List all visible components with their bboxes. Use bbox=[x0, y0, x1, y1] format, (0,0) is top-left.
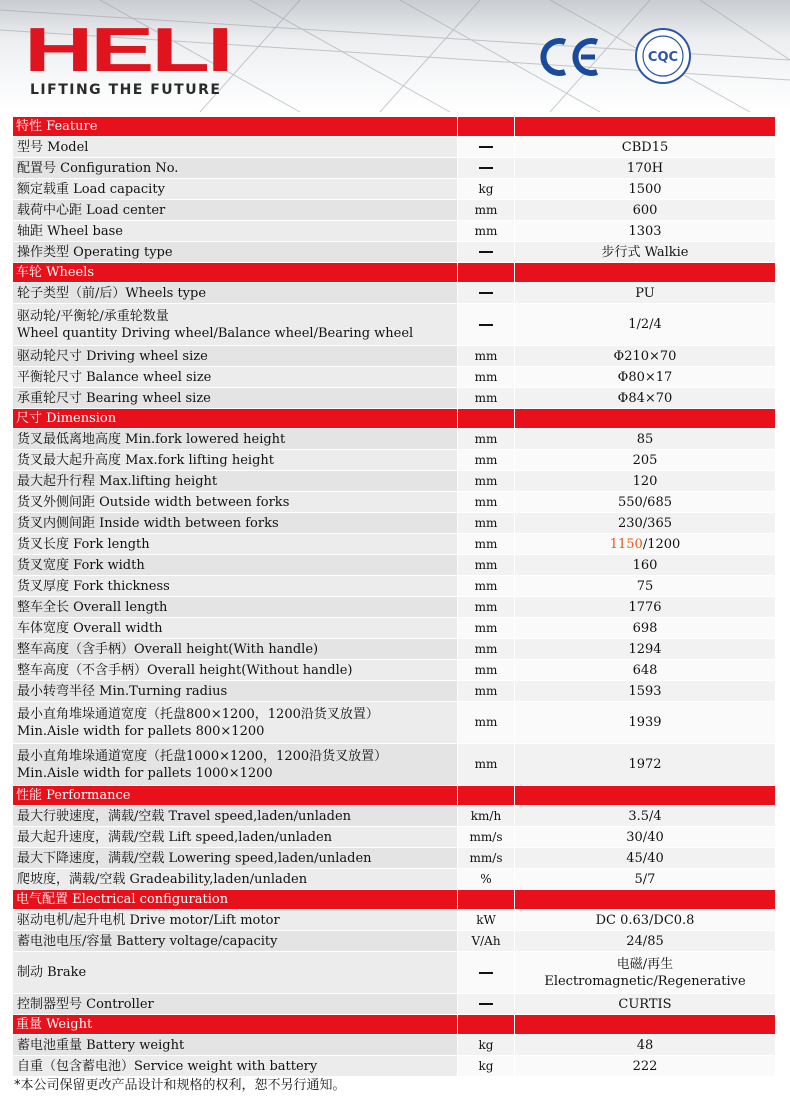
spec-label bbox=[13, 242, 458, 263]
spec-label-text: 货叉最低离地高度 Min.fork lowered height bbox=[17, 431, 286, 447]
spec-unit: mm bbox=[458, 388, 515, 409]
section-header bbox=[13, 117, 776, 137]
spec-label-text: 承重轮尺寸 Bearing wheel size bbox=[17, 390, 211, 406]
svg-text:CQC: CQC bbox=[647, 50, 679, 65]
spec-unit: mm bbox=[458, 702, 515, 744]
spec-value: 205 bbox=[515, 450, 776, 471]
spec-label bbox=[13, 513, 458, 534]
table-row bbox=[13, 304, 776, 346]
spec-value: 30/40 bbox=[515, 827, 776, 848]
spec-label bbox=[13, 869, 458, 890]
table-row bbox=[13, 221, 776, 242]
brand-tagline: LIFTING THE FUTURE bbox=[30, 82, 222, 98]
spec-unit: mm bbox=[458, 744, 515, 786]
spec-label-text-en: Wheel quantity Driving wheel/Balance wheel/Bearing wheel bbox=[17, 325, 414, 341]
spec-value: 1/2/4 bbox=[515, 304, 776, 346]
spec-label-text: 爬坡度，满载/空载 Gradeability,laden/unladen bbox=[17, 871, 308, 887]
spec-value: 75 bbox=[515, 576, 776, 597]
spec-value: 698 bbox=[515, 618, 776, 639]
spec-label-text: 蓄电池重量 Battery weight bbox=[17, 1037, 185, 1053]
spec-unit bbox=[458, 283, 515, 304]
table-row bbox=[13, 346, 776, 367]
spec-label-text-en: Min.Aisle width for pallets 1000×1200 bbox=[17, 765, 273, 781]
dash-icon bbox=[479, 972, 493, 974]
spec-label-text: 制动 Brake bbox=[17, 965, 87, 980]
spec-label-text: 平衡轮尺寸 Balance wheel size bbox=[17, 369, 212, 385]
spec-unit: % bbox=[458, 869, 515, 890]
table-row bbox=[13, 931, 776, 952]
spec-label bbox=[13, 597, 458, 618]
spec-unit: mm bbox=[458, 681, 515, 702]
spec-value: 85 bbox=[515, 429, 776, 450]
spec-unit: mm bbox=[458, 429, 515, 450]
section-header bbox=[13, 890, 776, 910]
spec-label bbox=[13, 429, 458, 450]
spec-label bbox=[13, 994, 458, 1015]
spec-unit: mm bbox=[458, 200, 515, 221]
section-header bbox=[13, 409, 776, 429]
spec-unit: mm bbox=[458, 513, 515, 534]
spec-value-text: /1200 bbox=[642, 536, 681, 552]
spec-label bbox=[13, 848, 458, 869]
table-row bbox=[13, 471, 776, 492]
section-title: 特性 Feature bbox=[13, 117, 458, 137]
spec-label-text: 轴距 Wheel base bbox=[17, 223, 123, 239]
spec-label-text: 额定载重 Load capacity bbox=[17, 181, 165, 197]
spec-value: 120 bbox=[515, 471, 776, 492]
spec-value: CURTIS bbox=[515, 994, 776, 1015]
section-unit-cell bbox=[458, 263, 515, 283]
table-row bbox=[13, 367, 776, 388]
spec-value: Φ210×70 bbox=[515, 346, 776, 367]
spec-value bbox=[515, 534, 776, 555]
spec-value: 1776 bbox=[515, 597, 776, 618]
spec-label-text: 整车高度（不含手柄）Overall height(Without handle) bbox=[17, 662, 353, 678]
section-unit-cell bbox=[458, 786, 515, 806]
spec-unit: kW bbox=[458, 910, 515, 931]
spec-unit: mm bbox=[458, 576, 515, 597]
table-row bbox=[13, 242, 776, 263]
table-row bbox=[13, 597, 776, 618]
spec-unit bbox=[458, 137, 515, 158]
dash-icon bbox=[479, 146, 493, 148]
spec-label bbox=[13, 555, 458, 576]
ce-mark-icon bbox=[535, 36, 605, 78]
spec-label bbox=[13, 744, 458, 786]
dash-icon bbox=[479, 324, 493, 326]
spec-label-text: 货叉厚度 Fork thickness bbox=[17, 578, 170, 594]
header-banner bbox=[0, 0, 790, 112]
spec-unit bbox=[458, 304, 515, 346]
spec-label bbox=[13, 304, 458, 346]
section-title: 车轮 Wheels bbox=[13, 263, 458, 283]
spec-unit bbox=[458, 242, 515, 263]
spec-value-text-en: Electromagnetic/Regenerative bbox=[544, 973, 746, 989]
section-value-cell bbox=[515, 1015, 776, 1035]
table-row bbox=[13, 639, 776, 660]
spec-label bbox=[13, 221, 458, 242]
table-row bbox=[13, 388, 776, 409]
spec-value: PU bbox=[515, 283, 776, 304]
spec-label bbox=[13, 931, 458, 952]
spec-label bbox=[13, 200, 458, 221]
spec-label bbox=[13, 910, 458, 931]
section-title: 重量 Weight bbox=[13, 1015, 458, 1035]
spec-unit: mm bbox=[458, 597, 515, 618]
brand-logo: HELI bbox=[24, 16, 231, 85]
section-title: 性能 Performance bbox=[13, 786, 458, 806]
table-row bbox=[13, 660, 776, 681]
spec-label-text: 最大起升速度，满载/空载 Lift speed,laden/unladen bbox=[17, 829, 333, 845]
spec-unit bbox=[458, 158, 515, 179]
spec-label bbox=[13, 827, 458, 848]
table-row bbox=[13, 869, 776, 890]
spec-label bbox=[13, 576, 458, 597]
table-row bbox=[13, 283, 776, 304]
table-row bbox=[13, 952, 776, 994]
spec-label bbox=[13, 806, 458, 827]
spec-value: DC 0.63/DC0.8 bbox=[515, 910, 776, 931]
spec-label-text: 整车全长 Overall length bbox=[17, 599, 168, 615]
section-title: 电气配置 Electrical configuration bbox=[13, 890, 458, 910]
spec-unit: mm bbox=[458, 639, 515, 660]
section-value-cell bbox=[515, 890, 776, 910]
ccc-mark-icon bbox=[634, 27, 692, 85]
spec-unit: mm bbox=[458, 492, 515, 513]
footnote: *本公司保留更改产品设计和规格的权利，恕不另行通知。 bbox=[14, 1078, 346, 1093]
spec-value: 222 bbox=[515, 1056, 776, 1077]
spec-unit: mm bbox=[458, 346, 515, 367]
spec-unit: mm bbox=[458, 367, 515, 388]
spec-value: Φ84×70 bbox=[515, 388, 776, 409]
dash-icon bbox=[479, 292, 493, 294]
spec-value-highlight: 1150 bbox=[609, 536, 643, 552]
spec-label-text: 控制器型号 Controller bbox=[17, 996, 154, 1012]
table-row bbox=[13, 555, 776, 576]
spec-label-text: 最小直角堆垛通道宽度（托盘1000×1200，1200沿货叉放置） bbox=[17, 748, 388, 764]
spec-value: 24/85 bbox=[515, 931, 776, 952]
table-row bbox=[13, 848, 776, 869]
spec-unit: mm/s bbox=[458, 848, 515, 869]
section-unit-cell bbox=[458, 409, 515, 429]
spec-label-text: 轮子类型（前/后）Wheels type bbox=[17, 285, 207, 301]
spec-value: 1972 bbox=[515, 744, 776, 786]
spec-label bbox=[13, 660, 458, 681]
spec-label bbox=[13, 388, 458, 409]
spec-value: 1294 bbox=[515, 639, 776, 660]
spec-value: 550/685 bbox=[515, 492, 776, 513]
spec-label bbox=[13, 471, 458, 492]
spec-label-text: 蓄电池电压/容量 Battery voltage/capacity bbox=[17, 933, 278, 949]
spec-unit: mm bbox=[458, 660, 515, 681]
table-row bbox=[13, 618, 776, 639]
spec-label-text: 最小直角堆垛通道宽度（托盘800×1200，1200沿货叉放置） bbox=[17, 706, 379, 722]
spec-value: Φ80×17 bbox=[515, 367, 776, 388]
spec-label-text: 驱动轮/平衡轮/承重轮数量 bbox=[17, 308, 169, 324]
spec-label bbox=[13, 618, 458, 639]
spec-value: 1939 bbox=[515, 702, 776, 744]
spec-label-text: 整车高度（含手柄）Overall height(With handle) bbox=[17, 641, 319, 657]
spec-label bbox=[13, 681, 458, 702]
spec-label-text: 最大下降速度，满载/空载 Lowering speed,laden/unladen bbox=[17, 850, 372, 866]
spec-unit: kg bbox=[458, 1035, 515, 1056]
spec-label-text: 驱动电机/起升电机 Drive motor/Lift motor bbox=[17, 912, 280, 928]
section-unit-cell bbox=[458, 890, 515, 910]
spec-table-wrapper bbox=[13, 117, 776, 1077]
spec-unit: mm bbox=[458, 221, 515, 242]
spec-label-text: 货叉长度 Fork length bbox=[17, 536, 150, 552]
table-row bbox=[13, 137, 776, 158]
dash-icon bbox=[479, 167, 493, 169]
spec-label bbox=[13, 158, 458, 179]
spec-label-text: 货叉最大起升高度 Max.fork lifting height bbox=[17, 452, 274, 468]
section-unit-cell bbox=[458, 1015, 515, 1035]
table-row bbox=[13, 1035, 776, 1056]
spec-unit: V/Ah bbox=[458, 931, 515, 952]
table-row bbox=[13, 513, 776, 534]
spec-label-text: 最大起升行程 Max.lifting height bbox=[17, 473, 218, 489]
spec-label-text: 车体宽度 Overall width bbox=[17, 620, 163, 636]
spec-label-text: 货叉宽度 Fork width bbox=[17, 557, 145, 573]
spec-label bbox=[13, 1035, 458, 1056]
spec-value: 1303 bbox=[515, 221, 776, 242]
spec-label-text: 型号 Model bbox=[17, 139, 89, 155]
spec-label bbox=[13, 952, 458, 994]
spec-value: 1500 bbox=[515, 179, 776, 200]
spec-label-text: 载荷中心距 Load center bbox=[17, 202, 166, 218]
section-value-cell bbox=[515, 263, 776, 283]
spec-value: 170H bbox=[515, 158, 776, 179]
section-title: 尺寸 Dimension bbox=[13, 409, 458, 429]
spec-label bbox=[13, 492, 458, 513]
table-row bbox=[13, 994, 776, 1015]
dash-icon bbox=[479, 251, 493, 253]
table-row bbox=[13, 702, 776, 744]
spec-unit bbox=[458, 952, 515, 994]
section-header bbox=[13, 1015, 776, 1035]
spec-value: 1593 bbox=[515, 681, 776, 702]
spec-unit: kg bbox=[458, 1056, 515, 1077]
spec-value: 45/40 bbox=[515, 848, 776, 869]
table-row bbox=[13, 681, 776, 702]
spec-label-text: 货叉内侧间距 Inside width between forks bbox=[17, 515, 279, 531]
spec-label bbox=[13, 639, 458, 660]
spec-value: 160 bbox=[515, 555, 776, 576]
spec-unit: km/h bbox=[458, 806, 515, 827]
table-row bbox=[13, 179, 776, 200]
section-value-cell bbox=[515, 786, 776, 806]
spec-label-text: 驱动轮尺寸 Driving wheel size bbox=[17, 348, 208, 364]
spec-value: 600 bbox=[515, 200, 776, 221]
spec-label-text: 自重（包含蓄电池）Service weight with battery bbox=[17, 1058, 318, 1074]
table-row bbox=[13, 200, 776, 221]
spec-value: 48 bbox=[515, 1035, 776, 1056]
table-row bbox=[13, 744, 776, 786]
spec-value-text: 电磁/再生 bbox=[616, 956, 674, 972]
table-row bbox=[13, 534, 776, 555]
spec-label bbox=[13, 179, 458, 200]
spec-label bbox=[13, 450, 458, 471]
spec-value: 5/7 bbox=[515, 869, 776, 890]
spec-unit: mm bbox=[458, 534, 515, 555]
spec-unit: mm/s bbox=[458, 827, 515, 848]
spec-value: 230/365 bbox=[515, 513, 776, 534]
spec-value bbox=[515, 952, 776, 994]
spec-label bbox=[13, 283, 458, 304]
table-row bbox=[13, 806, 776, 827]
spec-label-text: 操作类型 Operating type bbox=[17, 244, 173, 260]
spec-unit bbox=[458, 994, 515, 1015]
spec-unit: mm bbox=[458, 471, 515, 492]
spec-label-text: 配置号 Configuration No. bbox=[17, 160, 179, 176]
spec-label-text: 最大行驶速度，满载/空载 Travel speed,laden/unladen bbox=[17, 808, 352, 824]
spec-unit: mm bbox=[458, 555, 515, 576]
spec-table bbox=[13, 117, 776, 1077]
section-unit-cell bbox=[458, 117, 515, 137]
spec-label bbox=[13, 534, 458, 555]
table-row bbox=[13, 450, 776, 471]
section-header bbox=[13, 263, 776, 283]
table-row bbox=[13, 576, 776, 597]
section-value-cell bbox=[515, 409, 776, 429]
spec-value: 648 bbox=[515, 660, 776, 681]
spec-label bbox=[13, 346, 458, 367]
table-row bbox=[13, 429, 776, 450]
section-value-cell bbox=[515, 117, 776, 137]
dash-icon bbox=[479, 1003, 493, 1005]
section-header bbox=[13, 786, 776, 806]
table-row bbox=[13, 827, 776, 848]
spec-label-text: 货叉外侧间距 Outside width between forks bbox=[17, 494, 290, 510]
spec-label bbox=[13, 702, 458, 744]
spec-value: CBD15 bbox=[515, 137, 776, 158]
spec-label bbox=[13, 137, 458, 158]
spec-value: 步行式 Walkie bbox=[515, 242, 776, 263]
spec-unit: mm bbox=[458, 618, 515, 639]
table-row bbox=[13, 158, 776, 179]
table-row bbox=[13, 910, 776, 931]
spec-unit: mm bbox=[458, 450, 515, 471]
table-row bbox=[13, 492, 776, 513]
spec-value: 3.5/4 bbox=[515, 806, 776, 827]
spec-label-text: 最小转弯半径 Min.Turning radius bbox=[17, 683, 228, 699]
spec-label-text-en: Min.Aisle width for pallets 800×1200 bbox=[17, 723, 265, 739]
spec-label bbox=[13, 367, 458, 388]
spec-unit: kg bbox=[458, 179, 515, 200]
